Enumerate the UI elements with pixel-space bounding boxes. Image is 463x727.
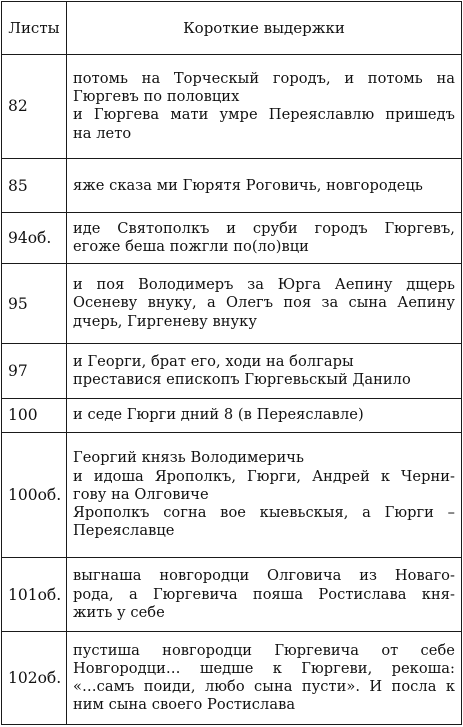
- table-body: [2, 55, 462, 725]
- table-row: [2, 213, 462, 263]
- excerpt-cell: [67, 398, 462, 432]
- sheet-number: 97: [2, 344, 67, 399]
- excerpt-line: егоже беша пожгли по(ло)вци: [73, 238, 309, 256]
- excerpt-line: дчерь, Гиргеневу внуку: [73, 312, 257, 330]
- excerpt-line: и поя Володимеръ за Юрга Аепину дщерь: [73, 276, 455, 294]
- excerpt-cell: [67, 263, 462, 343]
- excerpt-cell: [67, 632, 462, 725]
- header-sheets: Листы: [2, 2, 67, 55]
- excerpt-line: яже сказа ми Гюрятя Роговичь, новгородець: [73, 176, 423, 194]
- excerpt-line: и седе Гюрги дний 8 (в Переяславле): [73, 406, 364, 424]
- table-row: [2, 344, 462, 399]
- excerpt-cell: [67, 558, 462, 632]
- table-row: [2, 55, 462, 159]
- sheet-number: 82: [2, 55, 67, 159]
- excerpt-line: рода, а Гюргевича пояша Ростислава кня-: [73, 585, 455, 603]
- excerpt-cell: [67, 213, 462, 263]
- excerpt-line: «…самъ поиди, любо сына пусти». И посла к: [73, 678, 455, 696]
- excerpt-line: жить у себе: [73, 603, 165, 621]
- sheet-number: 101об.: [2, 558, 67, 632]
- excerpt-line: Гюргевъ по половцих: [73, 88, 240, 106]
- table-row: [2, 398, 462, 432]
- excerpt-line: Переяславце: [73, 522, 175, 540]
- sheet-number: 94об.: [2, 213, 67, 263]
- excerpt-line: ним сына своего Ростислава: [73, 696, 296, 714]
- table-row: [2, 632, 462, 725]
- excerpts-table: [1, 1, 462, 725]
- excerpt-line: иде Святополкъ и сруби городъ Гюргевъ,: [73, 219, 455, 237]
- table-row: [2, 432, 462, 558]
- table-row: [2, 263, 462, 343]
- excerpt-line: преставися епископъ Гюргевьскый Данило: [73, 370, 411, 388]
- excerpt-line: выгнаша новгородци Олговича из Новаго-: [73, 567, 455, 585]
- excerpt-cell: [67, 55, 462, 159]
- excerpt-cell: [67, 432, 462, 558]
- excerpt-line: и идоша Ярополкъ, Гюрги, Андрей к Черни-: [73, 467, 455, 485]
- excerpt-cell: [67, 158, 462, 213]
- sheet-number: 100: [2, 398, 67, 432]
- header-excerpts: Короткие выдержки: [67, 2, 462, 55]
- table-header-row: [2, 2, 462, 55]
- excerpt-line: пустиша новгородци Гюргевича от себе: [73, 641, 455, 659]
- sheet-number: 102об.: [2, 632, 67, 725]
- table-row: [2, 558, 462, 632]
- sheet-number: 100об.: [2, 432, 67, 558]
- sheet-number: 85: [2, 158, 67, 213]
- excerpt-line: и Георги, брат его, ходи на болгары: [73, 352, 354, 370]
- excerpt-line: Осеневу внуку, а Олегъ поя за сына Аепину: [73, 294, 455, 312]
- excerpt-line: на лето: [73, 124, 132, 142]
- excerpt-line: и Гюргева мати умре Переяславлю пришедъ: [73, 106, 455, 124]
- excerpt-line: Ярополкъ согна вое кыевьскыя, а Гюрги –: [73, 504, 455, 522]
- excerpt-line: потомь на Торческый городъ, и потомь на: [73, 70, 455, 88]
- excerpt-cell: [67, 344, 462, 399]
- sheet-number: 95: [2, 263, 67, 343]
- excerpt-line: гову на Олговиче: [73, 485, 209, 503]
- excerpt-line: Новгородци… шедше к Гюргеви, рекоша:: [73, 659, 455, 677]
- table-row: [2, 158, 462, 213]
- excerpt-line: Георгий князь Володимеричь: [73, 449, 304, 467]
